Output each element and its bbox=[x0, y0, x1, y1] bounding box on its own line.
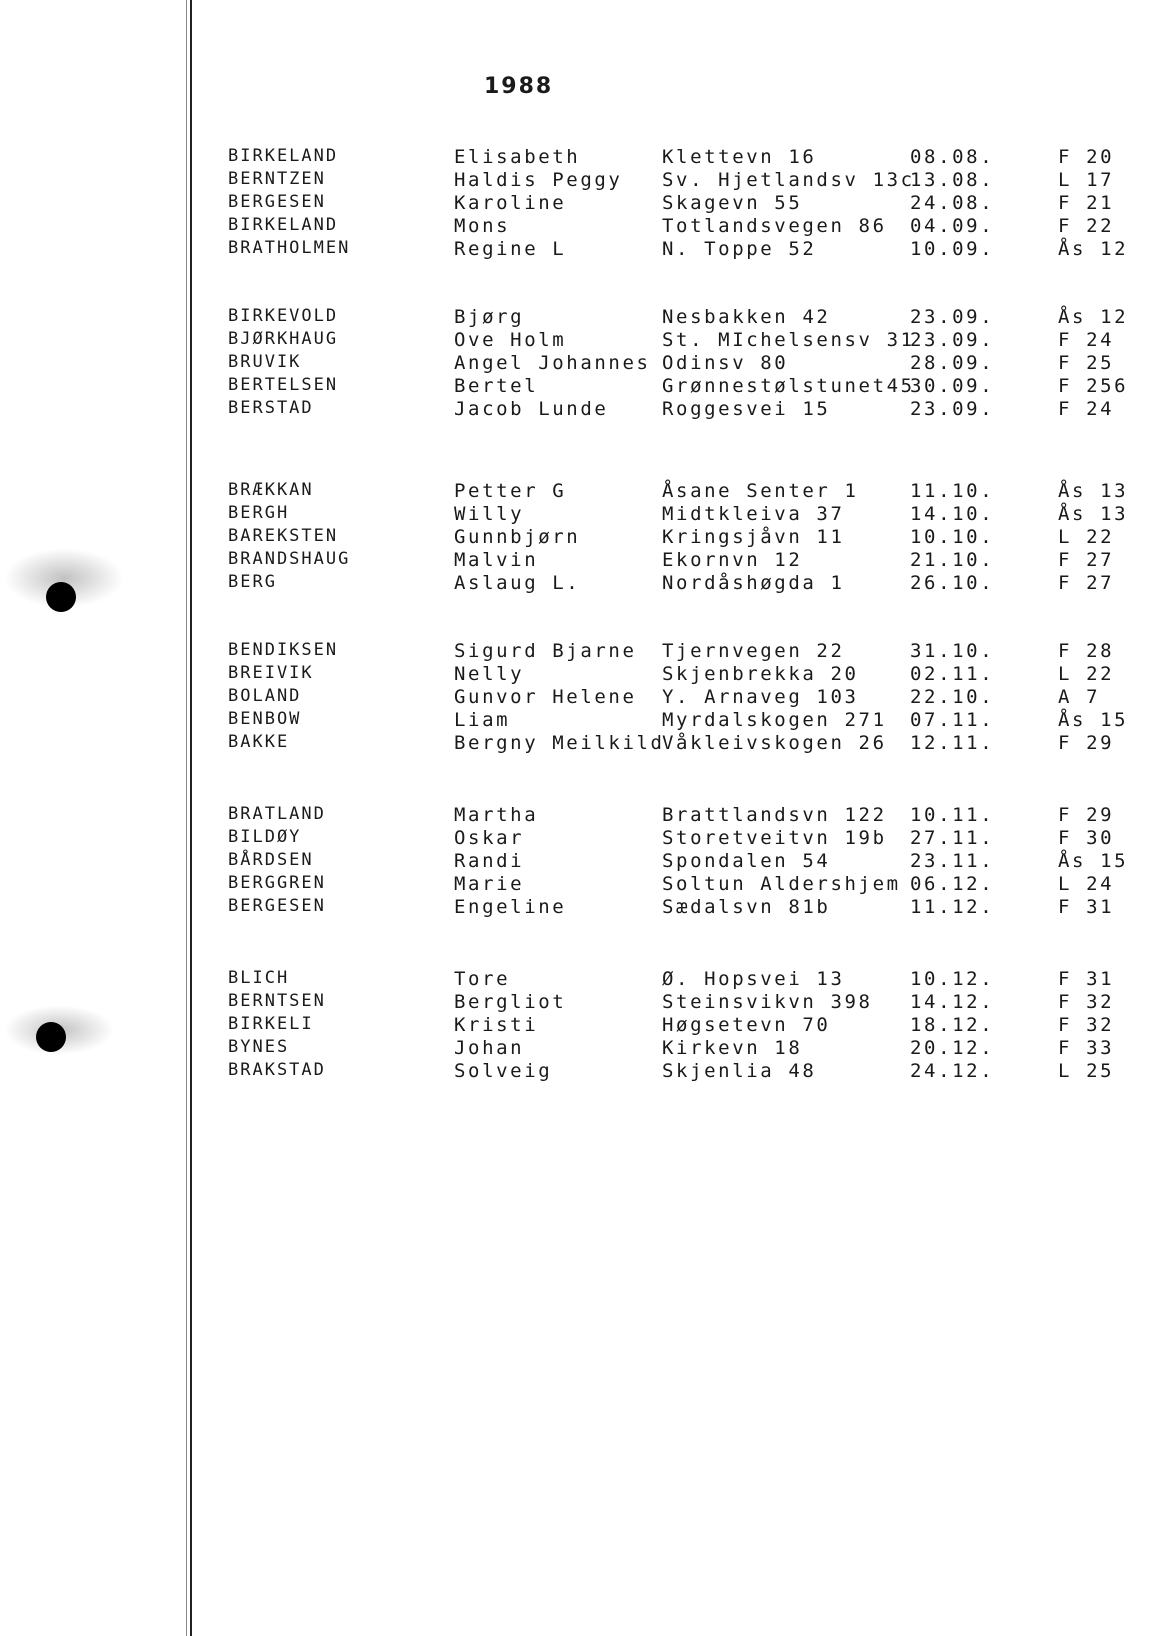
firstname-cell: Mons bbox=[454, 215, 511, 237]
firstname-cell: Aslaug L. bbox=[454, 572, 581, 594]
table-row bbox=[0, 850, 1166, 873]
firstname-cell: Engeline bbox=[454, 896, 567, 918]
table-row bbox=[0, 732, 1166, 755]
table-row bbox=[0, 192, 1166, 215]
table-row bbox=[0, 352, 1166, 375]
code-cell: F 30 bbox=[1058, 827, 1115, 849]
surname-cell: BIRKEVOLD bbox=[228, 306, 339, 326]
code-cell: F 20 bbox=[1058, 146, 1115, 168]
date-cell: 12.11. bbox=[910, 732, 995, 754]
surname-cell: BRÆKKAN bbox=[228, 480, 314, 500]
date-cell: 02.11. bbox=[910, 663, 995, 685]
address-cell: Høgsetevn 70 bbox=[662, 1014, 831, 1036]
address-cell: Sv. Hjetlandsv 13c bbox=[662, 169, 915, 191]
table-row bbox=[0, 1037, 1166, 1060]
date-cell: 20.12. bbox=[910, 1037, 995, 1059]
date-cell: 13.08. bbox=[910, 169, 995, 191]
surname-cell: BÅRDSEN bbox=[228, 850, 314, 870]
code-cell: F 256 bbox=[1058, 375, 1129, 397]
table-row bbox=[0, 1060, 1166, 1083]
surname-cell: BIRKELAND bbox=[228, 215, 339, 235]
code-cell: F 29 bbox=[1058, 804, 1115, 826]
surname-cell: BERNTSEN bbox=[228, 991, 326, 1011]
code-cell: Ås 13 bbox=[1058, 503, 1129, 525]
code-cell: Ås 12 bbox=[1058, 306, 1129, 328]
address-cell: Spondalen 54 bbox=[662, 850, 831, 872]
surname-cell: BERGGREN bbox=[228, 873, 326, 893]
table-row bbox=[0, 169, 1166, 192]
firstname-cell: Solveig bbox=[454, 1060, 553, 1082]
surname-cell: BENBOW bbox=[228, 709, 302, 729]
date-cell: 14.10. bbox=[910, 503, 995, 525]
code-cell: F 25 bbox=[1058, 352, 1115, 374]
firstname-cell: Jacob Lunde bbox=[454, 398, 609, 420]
address-cell: Ø. Hopsvei 13 bbox=[662, 968, 845, 990]
address-cell: Y. Arnaveg 103 bbox=[662, 686, 859, 708]
code-cell: Ås 15 bbox=[1058, 850, 1129, 872]
entry-group bbox=[0, 804, 1166, 919]
code-cell: F 32 bbox=[1058, 991, 1115, 1013]
firstname-cell: Gunnbjørn bbox=[454, 526, 581, 548]
code-cell: F 33 bbox=[1058, 1037, 1115, 1059]
address-cell: Kringsjåvn 11 bbox=[662, 526, 845, 548]
date-cell: 08.08. bbox=[910, 146, 995, 168]
date-cell: 22.10. bbox=[910, 686, 995, 708]
firstname-cell: Elisabeth bbox=[454, 146, 581, 168]
address-cell: Skjenlia 48 bbox=[662, 1060, 817, 1082]
date-cell: 23.09. bbox=[910, 398, 995, 420]
page-year: 1988 bbox=[484, 74, 554, 99]
date-cell: 07.11. bbox=[910, 709, 995, 731]
code-cell: F 24 bbox=[1058, 398, 1115, 420]
firstname-cell: Johan bbox=[454, 1037, 525, 1059]
code-cell: F 32 bbox=[1058, 1014, 1115, 1036]
date-cell: 23.11. bbox=[910, 850, 995, 872]
code-cell: F 27 bbox=[1058, 572, 1115, 594]
address-cell: Roggesvei 15 bbox=[662, 398, 831, 420]
firstname-cell: Bergny Meilkild bbox=[454, 732, 665, 754]
table-row bbox=[0, 146, 1166, 169]
code-cell: F 21 bbox=[1058, 192, 1115, 214]
address-cell: Storetveitvn 19b bbox=[662, 827, 887, 849]
table-row bbox=[0, 480, 1166, 503]
date-cell: 27.11. bbox=[910, 827, 995, 849]
surname-cell: BAKKE bbox=[228, 732, 290, 752]
date-cell: 23.09. bbox=[910, 306, 995, 328]
date-cell: 18.12. bbox=[910, 1014, 995, 1036]
table-row bbox=[0, 238, 1166, 261]
table-row bbox=[0, 686, 1166, 709]
surname-cell: BIRKELAND bbox=[228, 146, 339, 166]
surname-cell: BLICH bbox=[228, 968, 290, 988]
entry-group bbox=[0, 146, 1166, 261]
firstname-cell: Regine L bbox=[454, 238, 567, 260]
table-row bbox=[0, 398, 1166, 421]
code-cell: F 31 bbox=[1058, 968, 1115, 990]
firstname-cell: Kristi bbox=[454, 1014, 539, 1036]
code-cell: Ås 15 bbox=[1058, 709, 1129, 731]
code-cell: L 24 bbox=[1058, 873, 1115, 895]
address-cell: Totlandsvegen 86 bbox=[662, 215, 887, 237]
firstname-cell: Malvin bbox=[454, 549, 539, 571]
firstname-cell: Haldis Peggy bbox=[454, 169, 623, 191]
surname-cell: BIRKELI bbox=[228, 1014, 314, 1034]
table-row bbox=[0, 896, 1166, 919]
table-row bbox=[0, 709, 1166, 732]
table-row bbox=[0, 526, 1166, 549]
firstname-cell: Willy bbox=[454, 503, 525, 525]
entry-group bbox=[0, 480, 1166, 595]
date-cell: 11.10. bbox=[910, 480, 995, 502]
surname-cell: BRATLAND bbox=[228, 804, 326, 824]
table-row bbox=[0, 873, 1166, 896]
table-row bbox=[0, 968, 1166, 991]
table-row bbox=[0, 503, 1166, 526]
table-row bbox=[0, 375, 1166, 398]
date-cell: 14.12. bbox=[910, 991, 995, 1013]
address-cell: Nesbakken 42 bbox=[662, 306, 831, 328]
table-row bbox=[0, 804, 1166, 827]
date-cell: 10.09. bbox=[910, 238, 995, 260]
address-cell: Kirkevn 18 bbox=[662, 1037, 803, 1059]
date-cell: 23.09. bbox=[910, 329, 995, 351]
address-cell: Åsane Senter 1 bbox=[662, 480, 859, 502]
date-cell: 30.09. bbox=[910, 375, 995, 397]
table-row bbox=[0, 215, 1166, 238]
firstname-cell: Ove Holm bbox=[454, 329, 567, 351]
address-cell: Skagevn 55 bbox=[662, 192, 803, 214]
code-cell: F 31 bbox=[1058, 896, 1115, 918]
date-cell: 11.12. bbox=[910, 896, 995, 918]
firstname-cell: Petter G bbox=[454, 480, 567, 502]
firstname-cell: Angel Johannes bbox=[454, 352, 651, 374]
address-cell: Myrdalskogen 271 bbox=[662, 709, 887, 731]
entry-group bbox=[0, 306, 1166, 421]
table-row bbox=[0, 329, 1166, 352]
surname-cell: BJØRKHAUG bbox=[228, 329, 339, 349]
date-cell: 24.12. bbox=[910, 1060, 995, 1082]
firstname-cell: Oskar bbox=[454, 827, 525, 849]
date-cell: 28.09. bbox=[910, 352, 995, 374]
surname-cell: BRANDSHAUG bbox=[228, 549, 351, 569]
date-cell: 10.10. bbox=[910, 526, 995, 548]
entry-group bbox=[0, 640, 1166, 755]
table-row bbox=[0, 306, 1166, 329]
code-cell: A 7 bbox=[1058, 686, 1101, 708]
surname-cell: BOLAND bbox=[228, 686, 302, 706]
date-cell: 06.12. bbox=[910, 873, 995, 895]
firstname-cell: Randi bbox=[454, 850, 525, 872]
address-cell: Ekornvn 12 bbox=[662, 549, 803, 571]
address-cell: Brattlandsvn 122 bbox=[662, 804, 887, 826]
surname-cell: BERSTAD bbox=[228, 398, 314, 418]
code-cell: F 27 bbox=[1058, 549, 1115, 571]
table-row bbox=[0, 549, 1166, 572]
surname-cell: BENDIKSEN bbox=[228, 640, 339, 660]
surname-cell: BRATHOLMEN bbox=[228, 238, 351, 258]
surname-cell: BERG bbox=[228, 572, 277, 592]
date-cell: 04.09. bbox=[910, 215, 995, 237]
surname-cell: BRAKSTAD bbox=[228, 1060, 326, 1080]
surname-cell: BERGESEN bbox=[228, 192, 326, 212]
code-cell: F 29 bbox=[1058, 732, 1115, 754]
table-row bbox=[0, 827, 1166, 850]
table-row bbox=[0, 991, 1166, 1014]
surname-cell: BRUVIK bbox=[228, 352, 302, 372]
address-cell: St. MIchelsensv 31 bbox=[662, 329, 915, 351]
code-cell: L 22 bbox=[1058, 663, 1115, 685]
date-cell: 31.10. bbox=[910, 640, 995, 662]
code-cell: Ås 12 bbox=[1058, 238, 1129, 260]
code-cell: Ås 13 bbox=[1058, 480, 1129, 502]
surname-cell: BERTELSEN bbox=[228, 375, 339, 395]
address-cell: Midtkleiva 37 bbox=[662, 503, 845, 525]
address-cell: Tjernvegen 22 bbox=[662, 640, 845, 662]
table-row bbox=[0, 1014, 1166, 1037]
firstname-cell: Bertel bbox=[454, 375, 539, 397]
surname-cell: BERGESEN bbox=[228, 896, 326, 916]
address-cell: Våkleivskogen 26 bbox=[662, 732, 887, 754]
firstname-cell: Karoline bbox=[454, 192, 567, 214]
firstname-cell: Martha bbox=[454, 804, 539, 826]
surname-cell: BILDØY bbox=[228, 827, 302, 847]
firstname-cell: Bergliot bbox=[454, 991, 567, 1013]
firstname-cell: Nelly bbox=[454, 663, 525, 685]
date-cell: 26.10. bbox=[910, 572, 995, 594]
firstname-cell: Liam bbox=[454, 709, 511, 731]
address-cell: Soltun Aldershjem bbox=[662, 873, 901, 895]
date-cell: 10.12. bbox=[910, 968, 995, 990]
address-cell: Grønnestølstunet45 bbox=[662, 375, 915, 397]
code-cell: F 22 bbox=[1058, 215, 1115, 237]
code-cell: F 24 bbox=[1058, 329, 1115, 351]
firstname-cell: Bjørg bbox=[454, 306, 525, 328]
surname-cell: BAREKSTEN bbox=[228, 526, 339, 546]
code-cell: L 22 bbox=[1058, 526, 1115, 548]
table-row bbox=[0, 640, 1166, 663]
surname-cell: BYNES bbox=[228, 1037, 290, 1057]
address-cell: Odinsv 80 bbox=[662, 352, 789, 374]
surname-cell: BERGH bbox=[228, 503, 290, 523]
address-cell: Skjenbrekka 20 bbox=[662, 663, 859, 685]
date-cell: 10.11. bbox=[910, 804, 995, 826]
surname-cell: BREIVIK bbox=[228, 663, 314, 683]
code-cell: L 17 bbox=[1058, 169, 1115, 191]
date-cell: 21.10. bbox=[910, 549, 995, 571]
code-cell: F 28 bbox=[1058, 640, 1115, 662]
address-cell: Klettevn 16 bbox=[662, 146, 817, 168]
entry-group bbox=[0, 968, 1166, 1083]
code-cell: L 25 bbox=[1058, 1060, 1115, 1082]
date-cell: 24.08. bbox=[910, 192, 995, 214]
firstname-cell: Gunvor Helene bbox=[454, 686, 637, 708]
table-row bbox=[0, 663, 1166, 686]
address-cell: Steinsvikvn 398 bbox=[662, 991, 873, 1013]
table-row bbox=[0, 572, 1166, 595]
firstname-cell: Sigurd Bjarne bbox=[454, 640, 637, 662]
firstname-cell: Tore bbox=[454, 968, 511, 990]
firstname-cell: Marie bbox=[454, 873, 525, 895]
address-cell: Sædalsvn 81b bbox=[662, 896, 831, 918]
address-cell: Nordåshøgda 1 bbox=[662, 572, 845, 594]
address-cell: N. Toppe 52 bbox=[662, 238, 817, 260]
surname-cell: BERNTZEN bbox=[228, 169, 326, 189]
